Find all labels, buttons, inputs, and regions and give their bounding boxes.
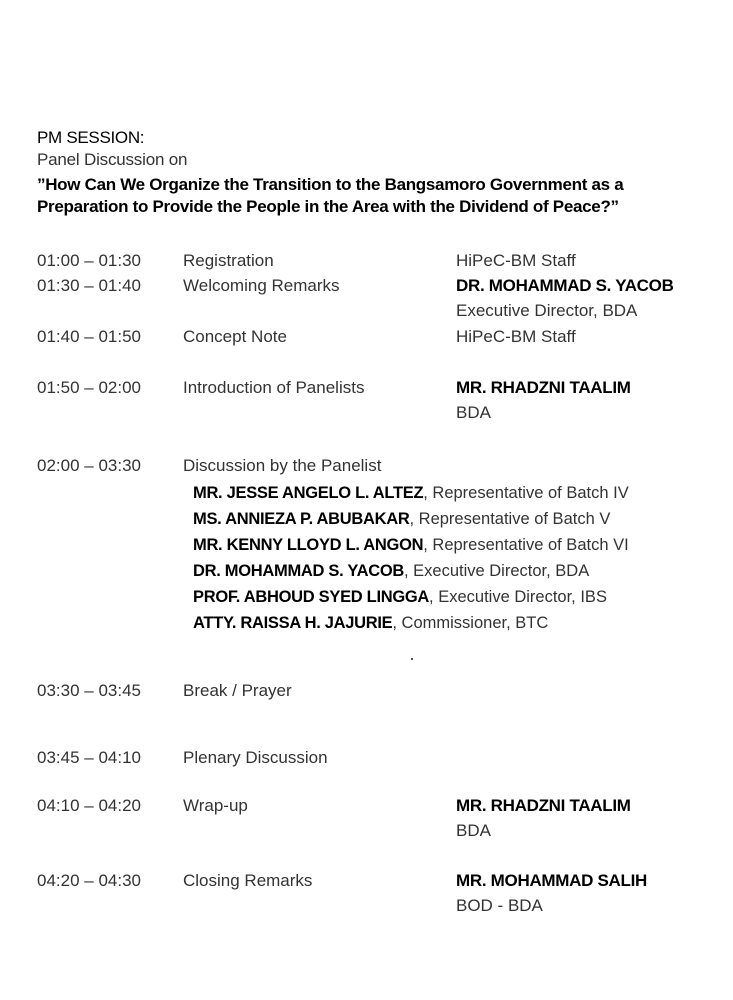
schedule-time: 01:00 – 01:30 — [37, 251, 141, 270]
panelist-item — [193, 558, 629, 584]
panelist-name: DR. MOHAMMAD S. YACOB — [193, 562, 404, 580]
schedule-time: 03:30 – 03:45 — [37, 681, 141, 700]
schedule-time: 04:20 – 04:30 — [37, 871, 141, 890]
schedule-speaker — [456, 273, 674, 323]
schedule-activity: Closing Remarks — [183, 871, 313, 890]
schedule-activity: Discussion by the Panelist — [183, 456, 382, 475]
schedule-time: 02:00 – 03:30 — [37, 456, 141, 475]
panelist-item — [193, 584, 629, 610]
stray-dot — [411, 658, 413, 660]
panel-topic — [37, 174, 717, 218]
speaker-plain: HiPeC-BM Staff — [456, 327, 576, 346]
schedule-activity: Introduction of Panelists — [183, 378, 365, 397]
panelist-item — [193, 480, 629, 506]
speaker-plain: HiPeC-BM Staff — [456, 251, 576, 270]
panelist-name: MR. JESSE ANGELO L. ALTEZ — [193, 484, 424, 502]
panelist-item — [193, 506, 629, 532]
panelist-role: , Representative of Batch V — [409, 510, 611, 528]
speaker-name: MR. RHADZNI TAALIM — [456, 378, 631, 397]
schedule-speaker — [456, 248, 576, 273]
speaker-name: DR. MOHAMMAD S. YACOB — [456, 276, 674, 295]
panelist-name: ATTY. RAISSA H. JAJURIE — [193, 614, 393, 632]
schedule-speaker — [456, 793, 631, 843]
schedule-time: 04:10 – 04:20 — [37, 796, 141, 815]
speaker-org: BOD - BDA — [456, 896, 543, 915]
panelist-role: , Representative of Batch VI — [423, 536, 629, 554]
panelist-name: MR. KENNY LLOYD L. ANGON — [193, 536, 424, 554]
session-heading: PM SESSION: — [37, 128, 145, 147]
panelist-role: , Representative of Batch IV — [423, 484, 629, 502]
speaker-name: MR. MOHAMMAD SALIH — [456, 871, 648, 890]
panelist-name: MS. ANNIEZA P. ABUBAKAR — [193, 510, 410, 528]
speaker-org: BDA — [456, 403, 491, 422]
panelist-item — [193, 532, 629, 558]
schedule-time: 03:45 – 04:10 — [37, 748, 141, 767]
schedule-time: 01:30 – 01:40 — [37, 276, 141, 295]
panelist-role: , Executive Director, IBS — [429, 588, 607, 606]
speaker-name: MR. RHADZNI TAALIM — [456, 796, 631, 815]
schedule-activity: Registration — [183, 251, 274, 270]
schedule-speaker — [456, 868, 647, 918]
panelist-role: , Commissioner, BTC — [392, 614, 549, 632]
schedule-activity: Break / Prayer — [183, 681, 292, 700]
schedule-time: 01:50 – 02:00 — [37, 378, 141, 397]
schedule-time: 01:40 – 01:50 — [37, 327, 141, 346]
schedule-speaker — [456, 375, 631, 425]
schedule-speaker — [456, 324, 576, 349]
schedule-activity: Wrap-up — [183, 796, 248, 815]
panelist-name: PROF. ABHOUD SYED LINGGA — [193, 588, 430, 606]
panelist-item — [193, 610, 629, 636]
speaker-org: BDA — [456, 821, 491, 840]
schedule-activity: Plenary Discussion — [183, 748, 328, 767]
schedule-activity: Welcoming Remarks — [183, 276, 340, 295]
schedule-activity: Concept Note — [183, 327, 287, 346]
panelist-role: , Executive Director, BDA — [403, 562, 590, 580]
panelist-list — [193, 480, 629, 636]
topic-line-2: Preparation to Provide the People in the Area with the Dividend of Peace?” — [37, 197, 619, 216]
speaker-org: Executive Director, BDA — [456, 301, 638, 320]
topic-line-1: ”How Can We Organize the Transition to the Bangsamoro Government as a — [37, 175, 624, 194]
panel-intro: Panel Discussion on — [37, 150, 188, 169]
